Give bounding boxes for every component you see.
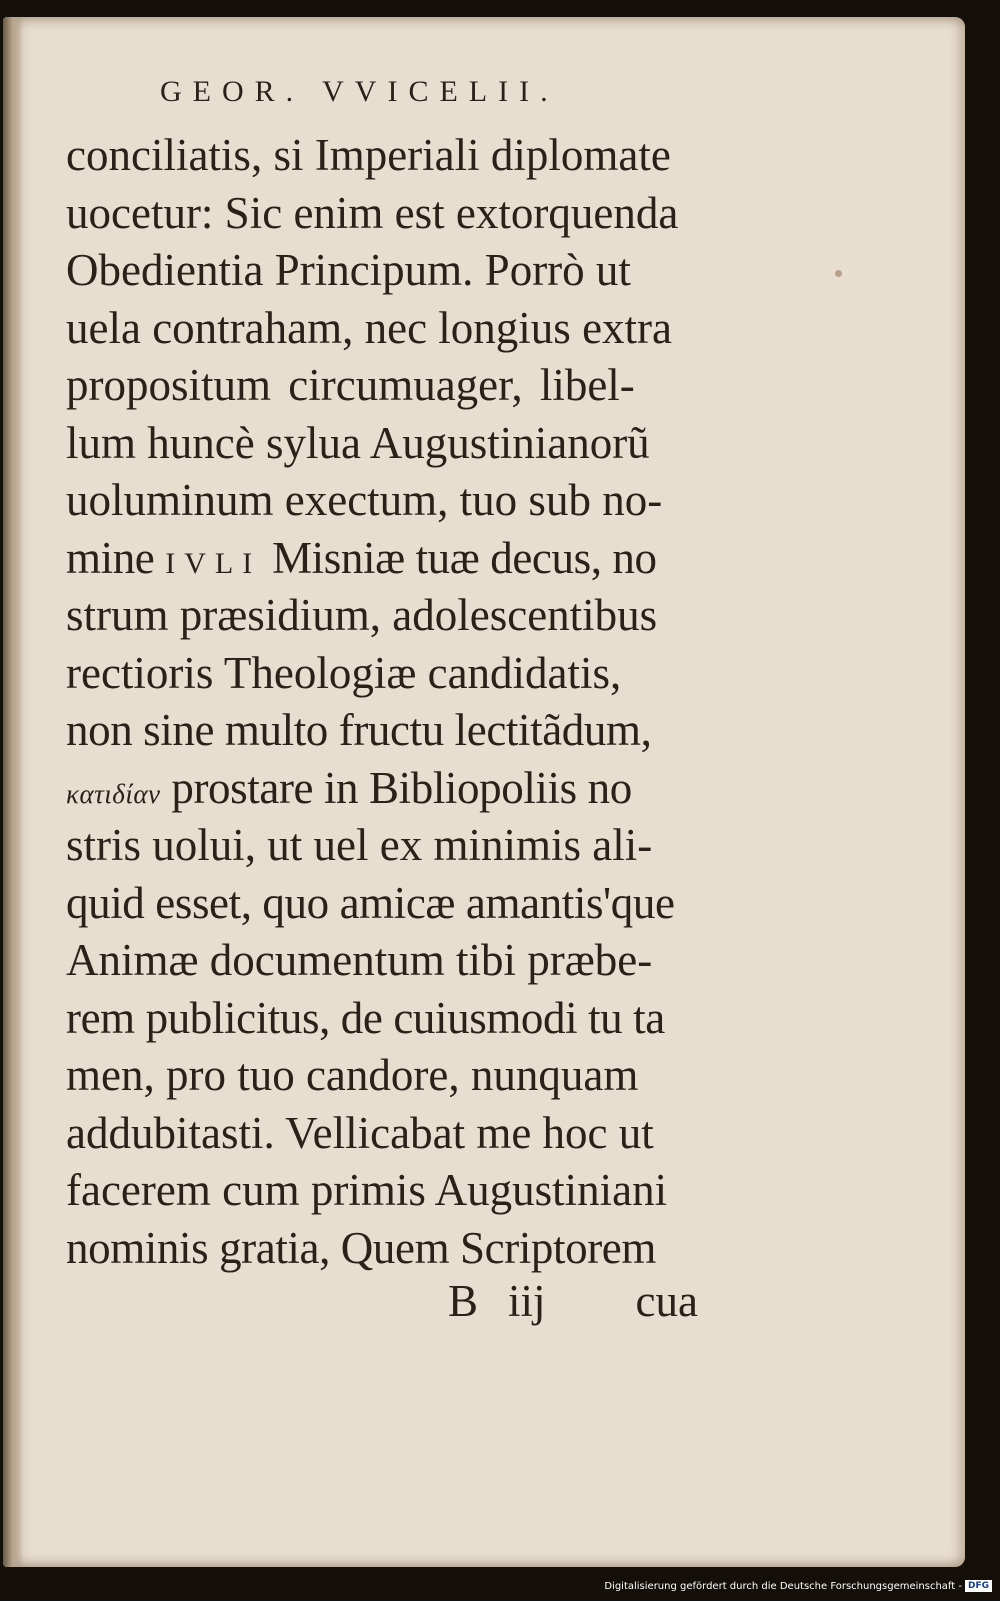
digitization-credit: [604, 1580, 992, 1592]
main-text-block: [66, 127, 766, 1277]
signature-line: [448, 1275, 698, 1327]
greek-word: κατιδίαν: [66, 778, 161, 809]
running-head: GEOR. VVICELII.: [160, 75, 559, 108]
text-segment: prostare in Bibliopoliis no: [160, 762, 632, 813]
signature-mark: B: [448, 1276, 479, 1326]
text-line: propositum circumuager, libel-: [66, 360, 635, 410]
small-caps-name: IVLI: [165, 546, 262, 580]
text-line: rem publicitus, de cuiusmodi tu ta: [66, 992, 665, 1043]
text-line: uoluminum exectum, tuo sub no-: [66, 475, 663, 525]
paper-stain: [835, 270, 842, 277]
text-line: men, pro tuo candore, nunquam: [66, 1050, 639, 1100]
text-line: Obedientia Principum. Porrò ut: [66, 245, 631, 295]
text-line: rectioris Theologiæ candidatis,: [66, 647, 622, 698]
text-line: addubitasti. Vellicabat me hoc ut: [66, 1107, 654, 1158]
text-line: Animæ documentum tibi præbe-: [66, 935, 653, 985]
text-line: nominis gratia, Quem Scriptorem: [66, 1222, 656, 1273]
credit-text: Digitalisierung gefördert durch die Deutsche Forschungsgemeinschaft -: [604, 1581, 962, 1592]
text-line: uela contraham, nec longius extra: [66, 302, 673, 353]
text-line: [66, 530, 766, 588]
text-line: facerem cum primis Augustiniani: [66, 1165, 668, 1215]
text-segment: mine: [66, 532, 166, 583]
text-line: [66, 760, 766, 818]
signature-number: iij: [508, 1276, 546, 1326]
text-line: strum præsidium, adolescentibus: [66, 590, 658, 640]
page-binding-edge: [3, 17, 23, 1567]
text-line: conciliatis, si Imperiali diplomate: [66, 130, 671, 180]
text-line: uocetur: Sic enim est extorquenda: [66, 187, 679, 238]
catchword: cua: [635, 1276, 698, 1326]
text-segment: Misniæ tuæ decus, no: [261, 532, 657, 583]
text-line: stris uolui, ut uel ex minimis ali-: [66, 820, 653, 870]
dfg-logo: DFG: [965, 1580, 992, 1592]
text-line: lum huncè sylua Augustinianorũ: [66, 417, 650, 468]
text-line: non sine multo fructu lectitãdum,: [66, 705, 652, 755]
text-line: quid esset, quo amicæ amantis'que: [66, 877, 675, 928]
